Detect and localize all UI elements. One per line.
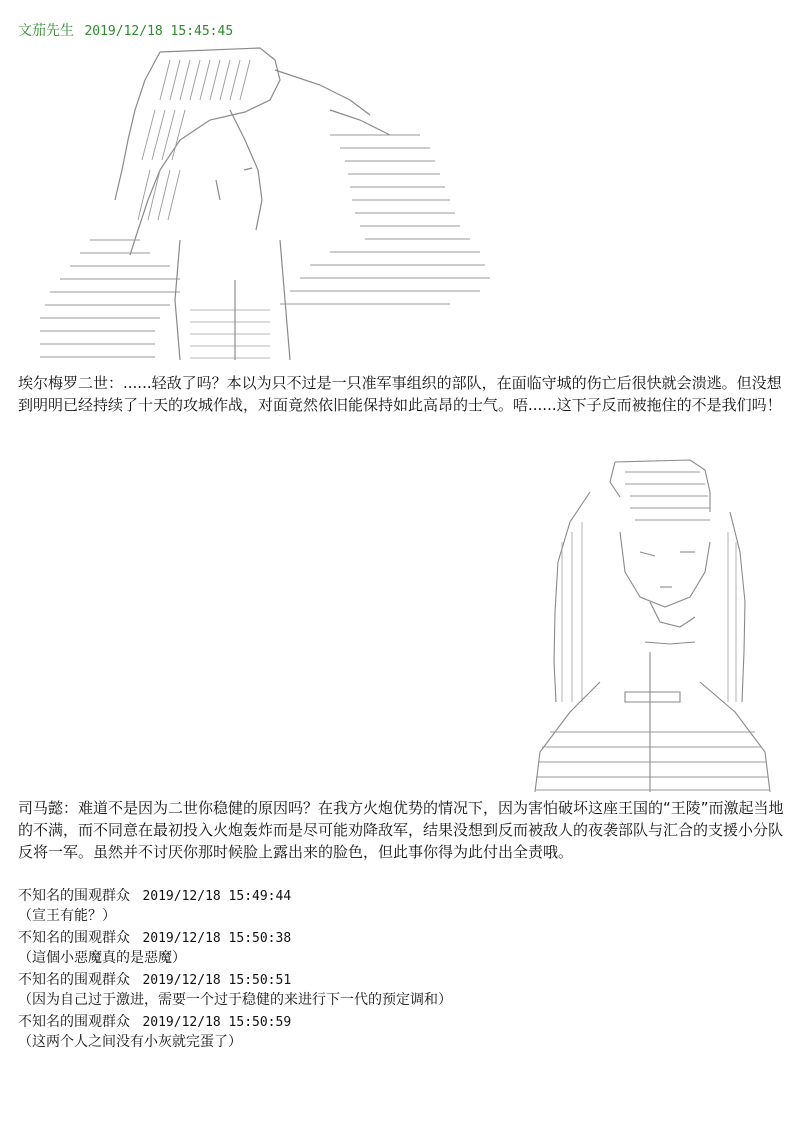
- comment-author: 不知名的围观群众: [18, 930, 130, 946]
- comment-author: 不知名的围观群众: [18, 1014, 130, 1030]
- comment-text: （因为自己过于激进，需要一个过于稳健的来进行下一代的预定调和）: [18, 992, 452, 1008]
- comment-header: [18, 969, 291, 989]
- comment-text: （这两个人之间没有小灰就完蛋了）: [18, 1034, 242, 1050]
- ascii-art-figure-1: [30, 40, 500, 370]
- comment-timestamp: 2019/12/18 15:50:51: [142, 973, 292, 988]
- comment-text: （這個小惡魔真的是惡魔）: [18, 950, 186, 966]
- dialog-line: 埃尔梅罗二世：......轻敌了吗？本以为只不过是一只准军事组织的部队，在面临守城的伤亡后很快就会溃逃。但没想到明明已经持续了十天的攻城作战，对面竟然依旧能保持如此高昂的士气。唔......这下子反而被拖住的不是我们吗！: [18, 374, 782, 414]
- comment-author: 不知名的围观群众: [18, 888, 130, 904]
- comment-text: （宣王有能？）: [18, 908, 116, 924]
- post-author: 文茄先生: [18, 23, 74, 39]
- comment-timestamp: 2019/12/18 15:49:44: [142, 889, 292, 904]
- dialog-line: 司马懿：难道不是因为二世你稳健的原因吗？在我方火炮优势的情况下，因为害怕破坏这座王国的“王陵”而激起当地的不满，而不同意在最初投入火炮轰炸而是尽可能劝降敌军，结果没想到反而被敌人的夜袭部队与汇合的支援小分队反将一军。虽然并不讨厌你那时候脸上露出来的脸色，但此事你得为此付出全责哦。: [18, 799, 784, 861]
- comment-header: [18, 1011, 291, 1031]
- comment-timestamp: 2019/12/18 15:50:59: [142, 1015, 292, 1030]
- post-timestamp: 2019/12/18 15:45:45: [84, 24, 234, 39]
- comment-header: [18, 885, 291, 905]
- ascii-art-figure-2: [530, 452, 775, 797]
- comment-author: 不知名的围观群众: [18, 972, 130, 988]
- comment-header: [18, 927, 291, 947]
- post-header: [18, 20, 233, 40]
- comment-timestamp: 2019/12/18 15:50:38: [142, 931, 292, 946]
